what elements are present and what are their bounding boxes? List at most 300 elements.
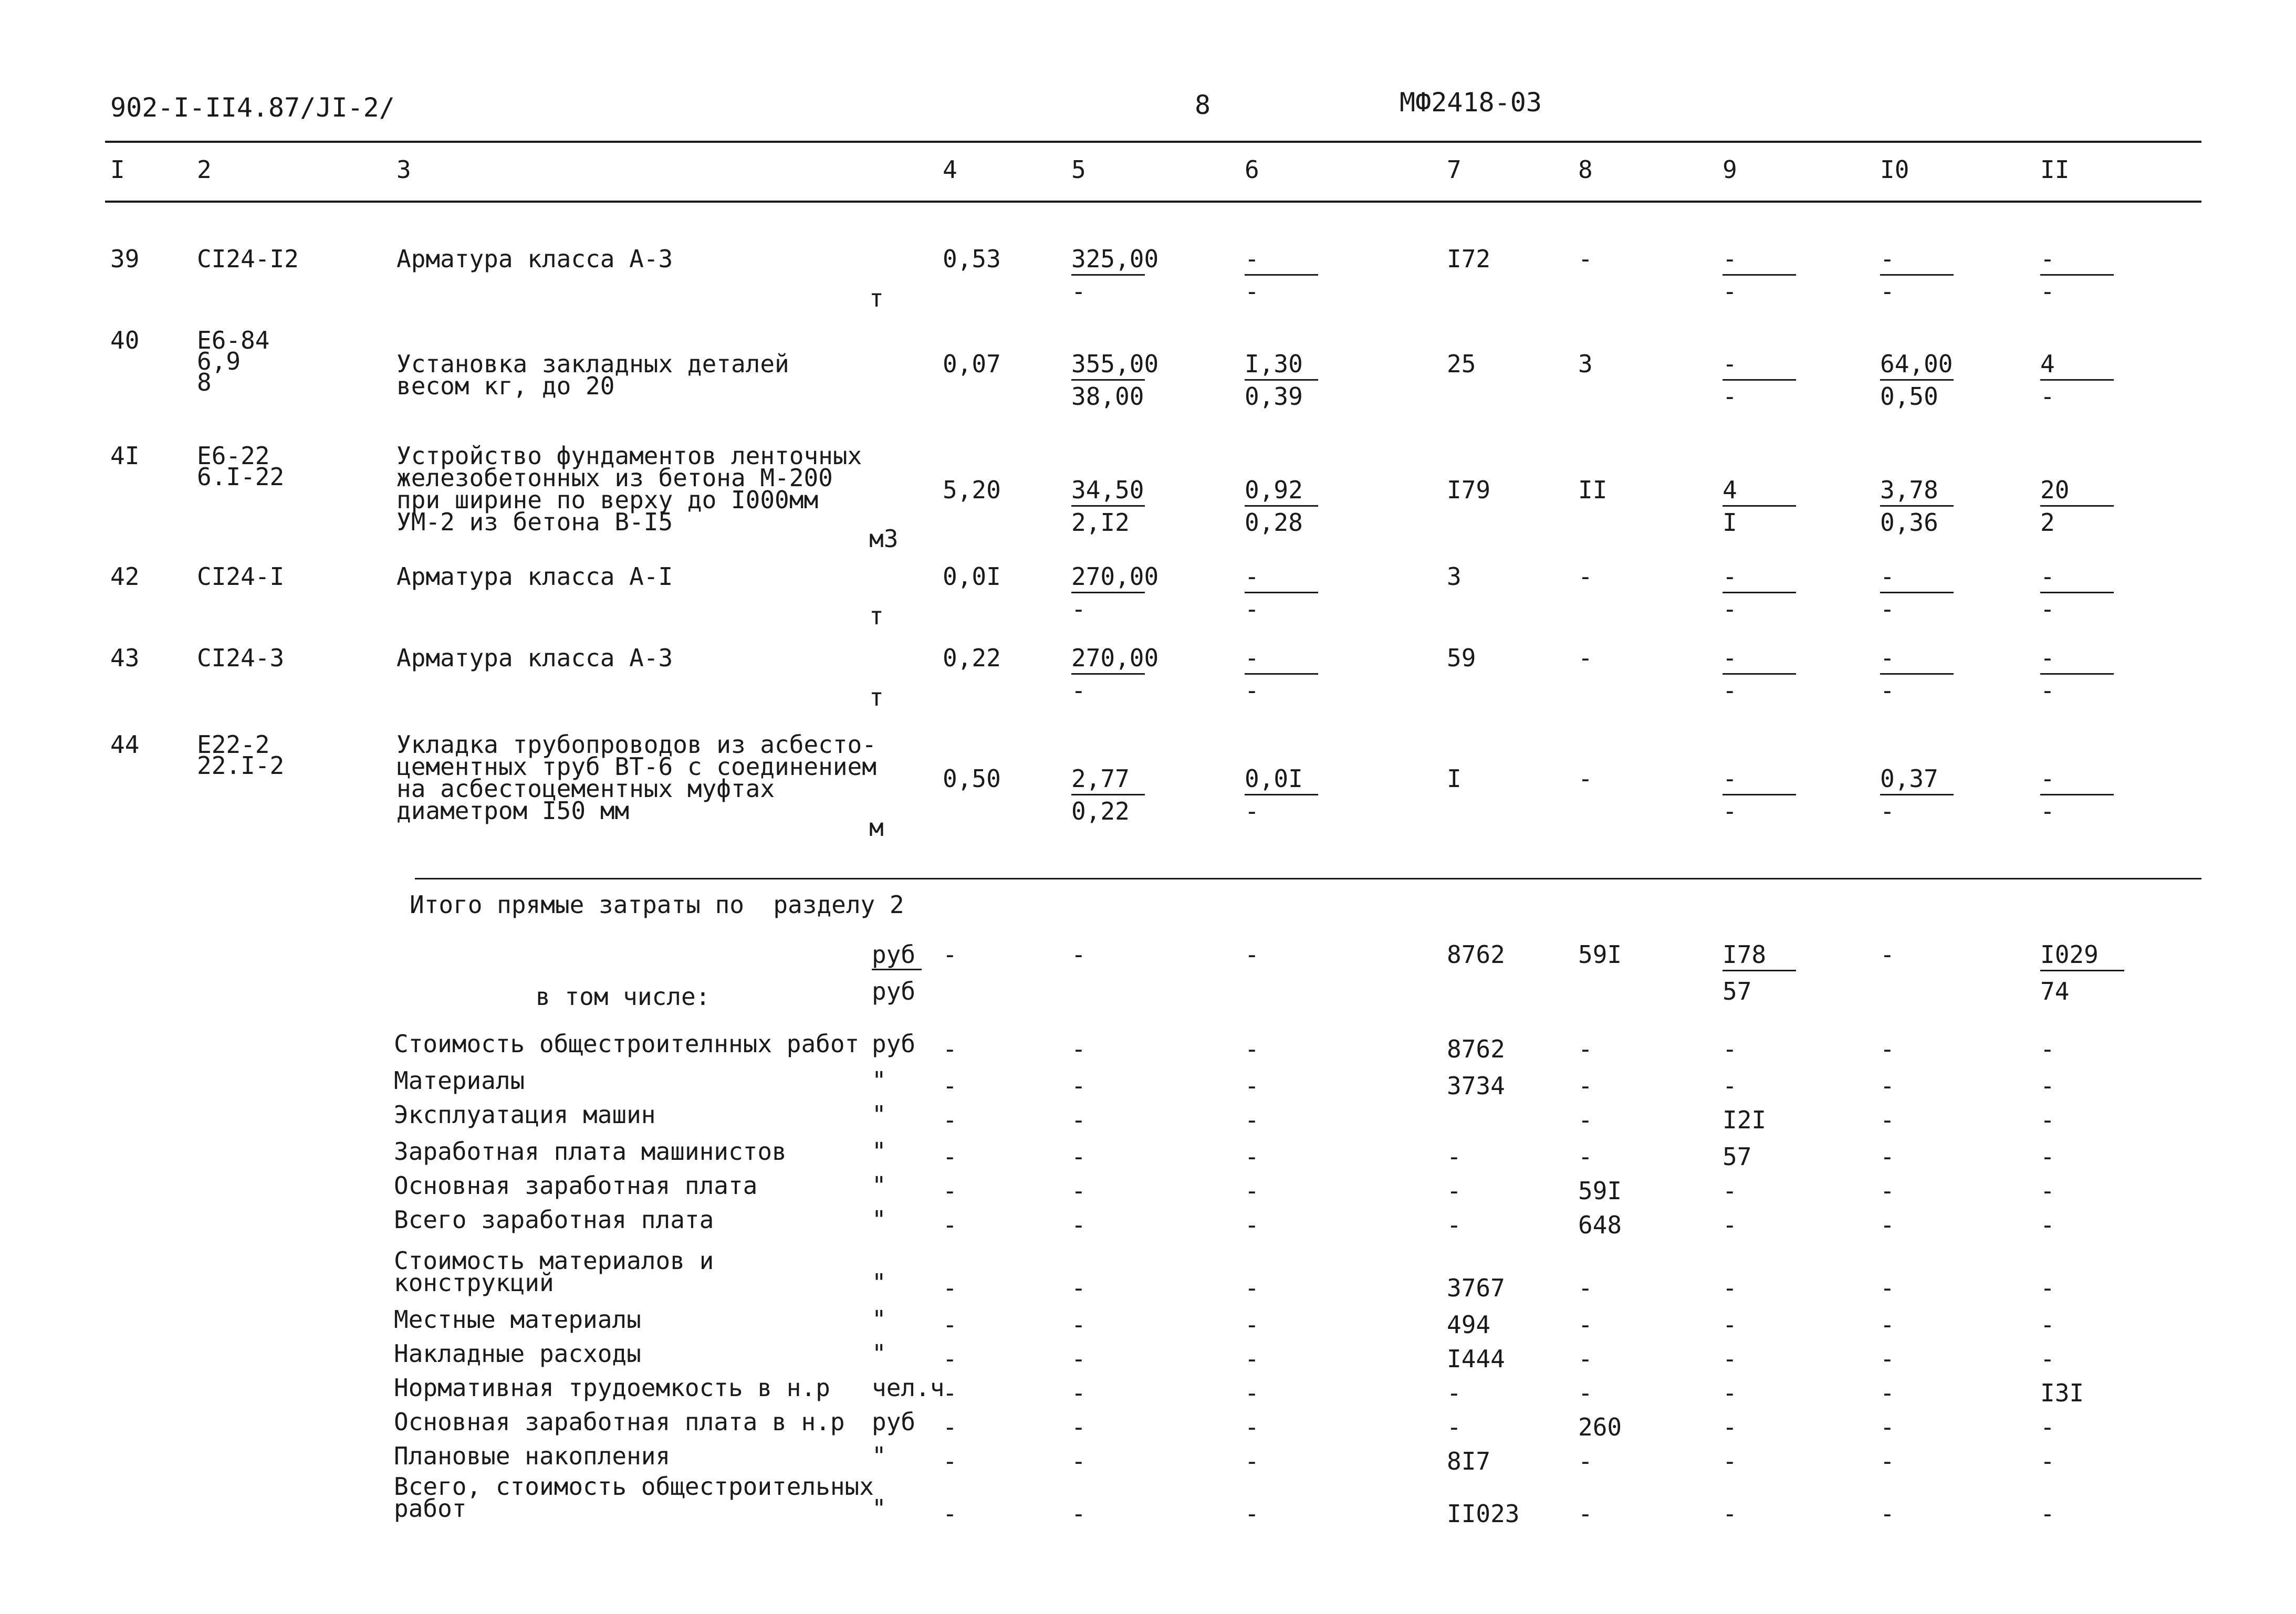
summary-item-c10: - xyxy=(1880,1345,1895,1373)
cell-c11-bottom: 2 xyxy=(2040,508,2055,537)
summary-item-c7: 8I7 xyxy=(1447,1447,1491,1475)
header-bottom-rule xyxy=(105,201,2201,203)
cell-c11-fraction-line xyxy=(2040,505,2114,507)
row-description: цементных труб ВТ-6 с соединением xyxy=(396,752,876,781)
cell-c10-bottom: - xyxy=(1880,277,1895,306)
summary-item-c9: - xyxy=(1723,1311,1737,1339)
cell-c11-top: - xyxy=(2040,644,2055,672)
row-code: CI24-I xyxy=(197,562,285,591)
summary-item-label: Материалы xyxy=(394,1066,525,1095)
summary-item-c4: - xyxy=(943,1106,957,1134)
total-c10: - xyxy=(1880,940,1895,969)
summary-item-c8: - xyxy=(1578,1035,1593,1063)
total-c7: 8762 xyxy=(1447,940,1505,969)
cell-c6-top: - xyxy=(1245,245,1259,273)
cell-c8: II xyxy=(1578,476,1608,504)
column-header-6: 6 xyxy=(1245,155,1259,184)
summary-item-c11: - xyxy=(2040,1035,2055,1063)
cell-c6-bottom: - xyxy=(1245,595,1259,623)
summary-item-c5: - xyxy=(1071,1035,1086,1063)
summary-item-c9: 57 xyxy=(1723,1143,1752,1171)
summary-item-c4: - xyxy=(943,1311,957,1339)
summary-item-c11: - xyxy=(2040,1106,2055,1134)
cell-c9-top: - xyxy=(1723,562,1737,591)
cell-c7: 25 xyxy=(1447,350,1476,378)
cell-c9-bottom: - xyxy=(1723,595,1737,623)
row-number: 4I xyxy=(110,442,140,470)
summary-item-c11: - xyxy=(2040,1143,2055,1171)
summary-item-c8: - xyxy=(1578,1274,1593,1302)
row-description: Арматура класса А-3 xyxy=(396,245,673,273)
row-code: 6.I-22 xyxy=(197,463,285,491)
row-quantity: 5,20 xyxy=(943,476,1001,504)
cell-c5-bottom: 0,22 xyxy=(1071,797,1130,825)
cell-c6-fraction-line xyxy=(1245,274,1318,276)
summary-item-c4: - xyxy=(943,1211,957,1239)
cell-c8: - xyxy=(1578,644,1593,672)
summary-item-c9: - xyxy=(1723,1274,1737,1302)
cell-c11-bottom: - xyxy=(2040,595,2055,623)
row-code: CI24-3 xyxy=(197,644,285,672)
summary-item-c6: - xyxy=(1245,1072,1259,1100)
cell-c9-bottom: - xyxy=(1723,797,1737,825)
cell-c10-top: - xyxy=(1880,245,1895,273)
cell-c5-top: 325,00 xyxy=(1071,245,1159,273)
row-code: Е22-2 xyxy=(197,730,270,759)
summary-item-label: Основная заработная плата в н.р xyxy=(394,1408,845,1436)
cell-c7: I72 xyxy=(1447,245,1491,273)
cell-c5-top: 270,00 xyxy=(1071,562,1159,591)
row-quantity: 0,0I xyxy=(943,562,1001,591)
column-header-11: II xyxy=(2040,155,2070,184)
cell-c10-top: - xyxy=(1880,644,1895,672)
summary-item-c9: - xyxy=(1723,1447,1737,1475)
summary-item-c5: - xyxy=(1071,1311,1086,1339)
cell-c11-bottom: - xyxy=(2040,676,2055,705)
cell-c11-top: - xyxy=(2040,562,2055,591)
cell-c10-top: 0,37 xyxy=(1880,764,1938,793)
cell-c9-fraction-line xyxy=(1723,794,1796,795)
cell-c11-bottom: - xyxy=(2040,382,2055,411)
summary-item-c6: - xyxy=(1245,1500,1259,1528)
cell-c11-top: - xyxy=(2040,764,2055,793)
summary-item-label: Всего заработная плата xyxy=(394,1206,714,1234)
page-number: 8 xyxy=(1195,90,1211,120)
summary-item-label: Местные материалы xyxy=(394,1305,641,1334)
summary-item-c8: - xyxy=(1578,1072,1593,1100)
row-description: Укладка трубопроводов из асбесто- xyxy=(396,730,876,759)
total-c11-top: I029 xyxy=(2040,940,2099,969)
summary-item-c9: - xyxy=(1723,1211,1737,1239)
summary-item-c8: - xyxy=(1578,1447,1593,1475)
summary-item-label: Стоимость материалов и xyxy=(394,1246,714,1275)
cell-c9-fraction-line xyxy=(1723,673,1796,675)
cell-c11-top: - xyxy=(2040,245,2055,273)
cell-c5-bottom: - xyxy=(1071,277,1086,306)
summary-item-c10: - xyxy=(1880,1379,1895,1407)
cell-c11-fraction-line xyxy=(2040,673,2114,675)
summary-item-c8: - xyxy=(1578,1345,1593,1373)
summary-item-unit: чел.ч xyxy=(872,1374,945,1402)
cell-c11-bottom: - xyxy=(2040,277,2055,306)
summary-item-unit: руб xyxy=(872,1408,916,1436)
row-code: 22.I-2 xyxy=(197,751,285,780)
column-header-5: 5 xyxy=(1071,155,1086,184)
summary-item-label: Накладные расходы xyxy=(394,1339,641,1368)
summary-item-c11: - xyxy=(2040,1500,2055,1528)
summary-item-c11: - xyxy=(2040,1447,2055,1475)
summary-item-c10: - xyxy=(1880,1143,1895,1171)
cell-c6-fraction-line xyxy=(1245,379,1318,381)
column-header-9: 9 xyxy=(1723,155,1737,184)
summary-item-c9: I2I xyxy=(1723,1106,1767,1134)
column-header-4: 4 xyxy=(943,155,957,184)
summary-item-c6: - xyxy=(1245,1311,1259,1339)
cell-c10-top: 64,00 xyxy=(1880,350,1953,378)
column-header-10: I0 xyxy=(1880,155,1909,184)
cell-c9-fraction-line xyxy=(1723,274,1796,276)
cell-c11-fraction-line xyxy=(2040,274,2114,276)
summary-item-c9: - xyxy=(1723,1072,1737,1100)
total-unit-underline xyxy=(872,969,922,970)
summary-item-label: Всего, стоимость общестроительных xyxy=(394,1472,874,1501)
summary-item-c10: - xyxy=(1880,1211,1895,1239)
summary-item-label: Плановые накопления xyxy=(394,1442,671,1470)
cell-c5-bottom: - xyxy=(1071,676,1086,705)
summary-item-label: Основная заработная плата xyxy=(394,1171,758,1200)
cell-c5-top: 2,77 xyxy=(1071,764,1130,793)
cell-c8: 3 xyxy=(1578,350,1593,378)
summary-item-c8: - xyxy=(1578,1106,1593,1134)
summary-item-unit: " xyxy=(872,1269,886,1297)
row-description: Устройство фундаментов ленточных xyxy=(396,442,862,470)
summary-item-c7: II023 xyxy=(1447,1500,1520,1528)
row-number: 40 xyxy=(110,326,140,354)
cell-c6-fraction-line xyxy=(1245,505,1318,507)
summary-item-c4: - xyxy=(943,1177,957,1205)
row-description: диаметром I50 мм xyxy=(396,796,630,825)
cell-c5-fraction-line xyxy=(1071,274,1145,276)
row-description: Арматура класса А-3 xyxy=(396,644,673,672)
summary-top-rule xyxy=(415,878,2201,879)
cell-c6-fraction-line xyxy=(1245,794,1318,795)
summary-item-c5: - xyxy=(1071,1500,1086,1528)
summary-item-c9: - xyxy=(1723,1500,1737,1528)
summary-item-label: конструкций xyxy=(394,1269,554,1297)
summary-item-label: Нормативная трудоемкость в н.р xyxy=(394,1374,830,1402)
summary-item-c5: - xyxy=(1071,1274,1086,1302)
summary-item-c6: - xyxy=(1245,1379,1259,1407)
cell-c6-top: I,30 xyxy=(1245,350,1303,378)
cell-c9-fraction-line xyxy=(1723,379,1796,381)
summary-item-c5: - xyxy=(1071,1379,1086,1407)
summary-item-c10: - xyxy=(1880,1311,1895,1339)
summary-item-c4: - xyxy=(943,1345,957,1373)
total-unit: руб xyxy=(872,940,916,969)
row-quantity: 0,07 xyxy=(943,350,1001,378)
summary-item-unit: руб xyxy=(872,1030,916,1058)
summary-item-c7: 494 xyxy=(1447,1311,1491,1339)
total-c9-top: I78 xyxy=(1723,940,1767,969)
cell-c10-top: - xyxy=(1880,562,1895,591)
cell-c9-bottom: - xyxy=(1723,277,1737,306)
row-unit: т xyxy=(869,683,884,711)
summary-item-c10: - xyxy=(1880,1500,1895,1528)
cell-c10-fraction-line xyxy=(1880,592,1954,593)
summary-item-c11: - xyxy=(2040,1211,2055,1239)
cell-c6-top: 0,92 xyxy=(1245,476,1303,504)
row-unit: т xyxy=(869,284,884,312)
cell-c8: - xyxy=(1578,764,1593,793)
summary-item-c11: - xyxy=(2040,1274,2055,1302)
summary-item-c10: - xyxy=(1880,1447,1895,1475)
summary-item-c5: - xyxy=(1071,1106,1086,1134)
cell-c10-bottom: - xyxy=(1880,676,1895,705)
summary-item-c4: - xyxy=(943,1379,957,1407)
summary-item-label: Стоимость общестроителнных работ xyxy=(394,1030,860,1058)
row-code: Е6-84 xyxy=(197,326,270,354)
summary-item-c7: - xyxy=(1447,1379,1462,1407)
summary-item-c6: - xyxy=(1245,1177,1259,1205)
row-code: 8 xyxy=(197,368,212,396)
cell-c10-top: 3,78 xyxy=(1880,476,1938,504)
summary-item-c6: - xyxy=(1245,1035,1259,1063)
row-description: Арматура класса А-I xyxy=(396,562,673,591)
cell-c6-top: - xyxy=(1245,562,1259,591)
cell-c10-bottom: - xyxy=(1880,595,1895,623)
row-description: на асбестоцементных муфтах xyxy=(396,774,775,803)
cell-c5-top: 270,00 xyxy=(1071,644,1159,672)
cell-c7: 3 xyxy=(1447,562,1462,591)
cell-c11-fraction-line xyxy=(2040,794,2114,795)
cell-c9-fraction-line xyxy=(1723,592,1796,593)
summary-item-c5: - xyxy=(1071,1211,1086,1239)
row-unit: т xyxy=(869,602,884,630)
row-code: CI24-I2 xyxy=(197,245,299,273)
cell-c8: - xyxy=(1578,562,1593,591)
summary-item-c6: - xyxy=(1245,1413,1259,1441)
summary-item-c10: - xyxy=(1880,1413,1895,1441)
row-description: железобетонных из бетона М-200 xyxy=(396,464,833,492)
cell-c5-fraction-line xyxy=(1071,673,1145,675)
summary-item-label: Заработная плата машинистов xyxy=(394,1137,787,1166)
summary-item-c11: - xyxy=(2040,1413,2055,1441)
cell-c10-bottom: 0,50 xyxy=(1880,382,1938,411)
cell-c9-bottom: - xyxy=(1723,676,1737,705)
row-quantity: 0,22 xyxy=(943,644,1001,672)
cell-c5-fraction-line xyxy=(1071,379,1145,381)
row-code: Е6-22 xyxy=(197,442,270,470)
summary-item-unit: " xyxy=(872,1137,886,1166)
summary-item-label: Эксплуатация машин xyxy=(394,1101,656,1129)
cell-c11-top: 4 xyxy=(2040,350,2055,378)
summary-item-c8: 648 xyxy=(1578,1211,1622,1239)
summary-item-c4: - xyxy=(943,1035,957,1063)
summary-item-unit: " xyxy=(872,1494,886,1523)
cell-c5-bottom: 2,I2 xyxy=(1071,508,1130,537)
cell-c10-fraction-line xyxy=(1880,673,1954,675)
cell-c9-top: - xyxy=(1723,350,1737,378)
summary-item-c6: - xyxy=(1245,1106,1259,1134)
summary-item-c7: - xyxy=(1447,1211,1462,1239)
total-c11-bottom: 74 xyxy=(2040,977,2070,1005)
row-description: при ширине по верху до I000мм xyxy=(396,486,819,514)
cell-c9-top: - xyxy=(1723,764,1737,793)
cell-c10-fraction-line xyxy=(1880,794,1954,795)
summary-item-c10: - xyxy=(1880,1072,1895,1100)
cell-c7: 59 xyxy=(1447,644,1476,672)
summary-item-c5: - xyxy=(1071,1413,1086,1441)
header-top-rule xyxy=(105,141,2201,143)
cell-c5-top: 355,00 xyxy=(1071,350,1159,378)
summary-item-unit: " xyxy=(872,1339,886,1368)
total-c5: - xyxy=(1071,940,1086,969)
summary-item-c6: - xyxy=(1245,1447,1259,1475)
column-header-2: 2 xyxy=(197,155,212,184)
summary-item-c9: - xyxy=(1723,1177,1737,1205)
doc-code: 902-I-II4.87/JI-2/ xyxy=(110,92,395,123)
row-description: Установка закладных деталей xyxy=(396,350,789,378)
total-c9-bottom: 57 xyxy=(1723,977,1752,1005)
cell-c10-fraction-line xyxy=(1880,505,1954,507)
cell-c9-bottom: I xyxy=(1723,508,1737,537)
total-c9-fraction-line xyxy=(1723,970,1796,971)
summary-item-c6: - xyxy=(1245,1211,1259,1239)
cell-c6-bottom: - xyxy=(1245,277,1259,306)
total-c6: - xyxy=(1245,940,1259,969)
cell-c6-fraction-line xyxy=(1245,673,1318,675)
summary-item-c7: 8762 xyxy=(1447,1035,1505,1063)
summary-item-c7: - xyxy=(1447,1177,1462,1205)
summary-item-c10: - xyxy=(1880,1274,1895,1302)
cell-c9-top: - xyxy=(1723,644,1737,672)
summary-item-unit: " xyxy=(872,1101,886,1129)
summary-item-label: работ xyxy=(394,1494,467,1523)
column-header-1: I xyxy=(110,155,125,184)
summary-item-c11: I3I xyxy=(2040,1379,2084,1407)
summary-item-c11: - xyxy=(2040,1072,2055,1100)
summary-item-c8: - xyxy=(1578,1379,1593,1407)
cell-c6-top: 0,0I xyxy=(1245,764,1303,793)
cell-c5-top: 34,50 xyxy=(1071,476,1144,504)
row-unit: м xyxy=(869,813,884,842)
summary-item-c9: - xyxy=(1723,1345,1737,1373)
summary-item-c10: - xyxy=(1880,1035,1895,1063)
summary-item-c4: - xyxy=(943,1500,957,1528)
summary-item-c5: - xyxy=(1071,1447,1086,1475)
cell-c10-fraction-line xyxy=(1880,379,1954,381)
summary-item-c7: 3734 xyxy=(1447,1072,1505,1100)
row-quantity: 0,53 xyxy=(943,245,1001,273)
row-description: весом кг, до 20 xyxy=(396,372,615,400)
summary-item-c5: - xyxy=(1071,1177,1086,1205)
summary-item-c9: - xyxy=(1723,1035,1737,1063)
summary-item-c10: - xyxy=(1880,1177,1895,1205)
cell-c6-bottom: - xyxy=(1245,676,1259,705)
summary-item-c10: - xyxy=(1880,1106,1895,1134)
summary-item-c6: - xyxy=(1245,1274,1259,1302)
cell-c10-bottom: - xyxy=(1880,797,1895,825)
summary-item-c11: - xyxy=(2040,1311,2055,1339)
total-c8: 59I xyxy=(1578,940,1622,969)
cell-c7: I79 xyxy=(1447,476,1491,504)
cell-c11-fraction-line xyxy=(2040,379,2114,381)
summary-item-c5: - xyxy=(1071,1072,1086,1100)
total-c4: - xyxy=(943,940,957,969)
summary-item-c4: - xyxy=(943,1447,957,1475)
summary-item-c4: - xyxy=(943,1413,957,1441)
cell-c9-top: - xyxy=(1723,245,1737,273)
row-code: 6,9 xyxy=(197,347,241,375)
including-label: в том числе: xyxy=(536,982,711,1011)
cell-c6-fraction-line xyxy=(1245,592,1318,593)
cell-c6-bottom: 0,39 xyxy=(1245,382,1303,411)
including-unit: руб xyxy=(872,977,916,1005)
cell-c9-bottom: - xyxy=(1723,382,1737,411)
cell-c5-bottom: - xyxy=(1071,595,1086,623)
summary-item-unit: " xyxy=(872,1305,886,1334)
summary-item-c5: - xyxy=(1071,1143,1086,1171)
row-number: 39 xyxy=(110,245,140,273)
summary-item-c6: - xyxy=(1245,1143,1259,1171)
summary-title: Итого прямые затраты по разделу 2 xyxy=(410,890,904,919)
summary-item-c9: - xyxy=(1723,1379,1737,1407)
summary-item-unit: " xyxy=(872,1442,886,1470)
cell-c10-fraction-line xyxy=(1880,274,1954,276)
column-header-7: 7 xyxy=(1447,155,1462,184)
summary-item-c4: - xyxy=(943,1143,957,1171)
total-c11-fraction-line xyxy=(2040,970,2124,971)
summary-item-c11: - xyxy=(2040,1345,2055,1373)
cell-c9-fraction-line xyxy=(1723,505,1796,507)
summary-item-c11: - xyxy=(2040,1177,2055,1205)
cell-c5-fraction-line xyxy=(1071,794,1145,795)
summary-item-c4: - xyxy=(943,1072,957,1100)
summary-item-c8: 260 xyxy=(1578,1413,1622,1441)
row-quantity: 0,50 xyxy=(943,764,1001,793)
cell-c11-fraction-line xyxy=(2040,592,2114,593)
cell-c5-fraction-line xyxy=(1071,505,1145,507)
summary-item-c5: - xyxy=(1071,1345,1086,1373)
cell-c9-top: 4 xyxy=(1723,476,1737,504)
summary-item-c8: - xyxy=(1578,1311,1593,1339)
cell-c11-top: 20 xyxy=(2040,476,2070,504)
album-code: МФ2418-03 xyxy=(1400,87,1542,118)
row-number: 44 xyxy=(110,730,140,759)
row-unit: м3 xyxy=(869,525,899,553)
row-number: 42 xyxy=(110,562,140,591)
cell-c10-bottom: 0,36 xyxy=(1880,508,1938,537)
summary-item-unit: " xyxy=(872,1171,886,1200)
column-header-8: 8 xyxy=(1578,155,1593,184)
column-header-3: 3 xyxy=(396,155,411,184)
summary-item-c7: 3767 xyxy=(1447,1274,1505,1302)
cell-c6-top: - xyxy=(1245,644,1259,672)
summary-item-c9: - xyxy=(1723,1413,1737,1441)
row-description: УМ-2 из бетона В-I5 xyxy=(396,508,673,536)
cell-c5-fraction-line xyxy=(1071,592,1145,593)
summary-item-c4: - xyxy=(943,1274,957,1302)
cell-c11-bottom: - xyxy=(2040,797,2055,825)
cell-c8: - xyxy=(1578,245,1593,273)
row-number: 43 xyxy=(110,644,140,672)
summary-item-c8: - xyxy=(1578,1143,1593,1171)
summary-item-c7: - xyxy=(1447,1413,1462,1441)
summary-item-unit: " xyxy=(872,1206,886,1234)
summary-item-c6: - xyxy=(1245,1345,1259,1373)
cell-c5-bottom: 38,00 xyxy=(1071,382,1144,411)
cell-c7: I xyxy=(1447,764,1462,793)
